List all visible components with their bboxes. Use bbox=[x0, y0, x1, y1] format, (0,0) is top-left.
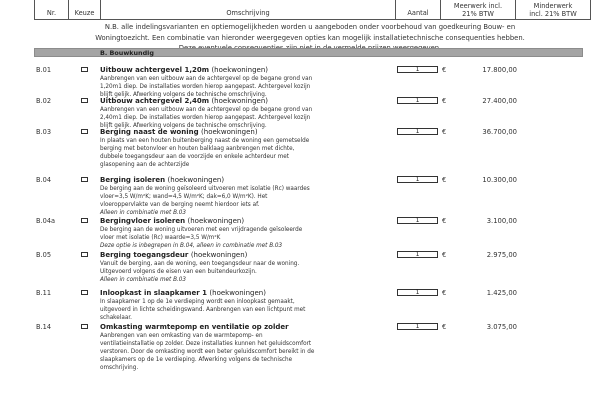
option-number: B.01 bbox=[36, 66, 52, 74]
minderwerk-line1: Minderwerk bbox=[533, 1, 573, 10]
option-description-line: De berging aan de woning geïsoleerd uitvoeren met isolatie (Rc) waardes bbox=[100, 186, 310, 192]
column-header-meerwerk bbox=[441, 0, 516, 20]
option-title-suffix: (hoekwoningen) bbox=[211, 66, 269, 74]
option-description-line: Aanbrengen van een uitbouw aan de achtergevel op de begane grond van bbox=[100, 107, 313, 113]
option-title-suffix: (hoekwoningen) bbox=[201, 128, 258, 136]
option-description bbox=[100, 217, 392, 250]
disclaimer-line: Woningtoezicht. Een combinatie van hieronder weergegeven opties kan mogelijk installatietechnische consequenties hebben. bbox=[95, 33, 525, 42]
option-description-line: ventilatieinstallatie op zolder. Deze installaties kunnen het geluidscomfort bbox=[100, 341, 312, 348]
meerwerk-price: 3.075,00 bbox=[486, 323, 517, 331]
option-description bbox=[100, 323, 392, 372]
option-title-text: Berging naast de woning bbox=[100, 128, 199, 136]
meerwerk-price: 1.425,00 bbox=[486, 289, 517, 297]
option-title-text: Uitbouw achtergevel 2,40m bbox=[100, 97, 210, 105]
option-description bbox=[100, 97, 392, 130]
option-checkbox[interactable] bbox=[81, 98, 88, 103]
option-condition-note: Deze optie is inbegrepen in B.04, alleen in combinatie met B.03 bbox=[100, 243, 283, 250]
option-description-line: berging met betonvloer en houten balklaag aanbrengen met dichte, bbox=[100, 146, 295, 153]
option-title-suffix: (hoekwoningen) bbox=[187, 217, 245, 225]
option-checkbox[interactable] bbox=[81, 218, 88, 223]
option-number: B.02 bbox=[36, 97, 52, 105]
meerwerk-price: 10.300,00 bbox=[482, 176, 517, 184]
euro-sign: € bbox=[442, 217, 447, 225]
option-description bbox=[100, 66, 392, 99]
option-title-suffix: (hoekwoningen) bbox=[209, 289, 266, 297]
disclaimer-line: N.B. alle indelingsvarianten en optiemogelijkheden worden u aangeboden onder voorbehoud van goedkeuring Bouw- en bbox=[104, 23, 516, 31]
meerwerk-price: 36.700,00 bbox=[482, 128, 517, 136]
euro-sign: € bbox=[442, 128, 447, 136]
quantity-field[interactable]: 1 bbox=[397, 251, 438, 258]
option-condition-note: Alleen in combinatie met B.03 bbox=[100, 277, 187, 284]
option-title bbox=[100, 323, 392, 332]
option-description-line: Vanuit de berging, aan de woning, een toegangsdeur naar de woning. bbox=[100, 261, 300, 267]
column-header-aantal: Aantal bbox=[396, 0, 441, 20]
option-description-line: blijft gelijk. Afwerking volgens de technische omschrijving. bbox=[100, 92, 267, 99]
option-description-line: De berging aan de woning uitvoeren met een vrijdragende geïsoleerde bbox=[100, 227, 303, 233]
option-title bbox=[100, 128, 392, 137]
option-description bbox=[100, 176, 392, 217]
option-description-line: glasopening aan de achterzijde bbox=[100, 162, 190, 169]
section-header-bouwkundig bbox=[34, 48, 583, 57]
option-number: B.03 bbox=[36, 128, 52, 136]
option-description bbox=[100, 289, 392, 322]
option-checkbox[interactable] bbox=[81, 290, 88, 295]
quantity-field[interactable]: 1 bbox=[397, 289, 438, 296]
quantity-field[interactable]: 1 bbox=[397, 66, 438, 73]
option-description-line: Aanbrengen van een uitbouw aan de achtergevel op de begane grond van bbox=[100, 76, 313, 82]
option-description-line: In plaats van een houten buitenberging naast de woning een gemetselde bbox=[100, 138, 310, 144]
option-description-line: 2,40m1 diep. De installaties worden hierop aangepast. Achtergevel kozijn bbox=[100, 115, 311, 122]
option-checkbox[interactable] bbox=[81, 324, 88, 329]
option-number: B.11 bbox=[36, 289, 52, 297]
option-description bbox=[100, 251, 392, 284]
option-description-line: vloer=3,5 W/m²K; wand=4,5 W/m²K; dak=6,0 W/m²K). Het bbox=[100, 194, 268, 201]
column-header-omschrijving: Omschrijving bbox=[101, 0, 396, 20]
column-header-keuze: Keuze bbox=[69, 0, 101, 20]
option-description-line: verstoren. Door de omkasting wordt een beter geluidscomfort bereikt in de bbox=[100, 349, 315, 356]
option-checkbox[interactable] bbox=[81, 252, 88, 257]
meerwerk-price: 3.100,00 bbox=[486, 217, 517, 225]
option-title bbox=[100, 97, 392, 106]
option-description-line: uitgevoerd in lichte scheidingswand. Aanbrengen van een lichtpunt met bbox=[100, 307, 306, 314]
option-title-text: Bergingvloer isoleren bbox=[100, 217, 186, 225]
option-title bbox=[100, 66, 392, 75]
quantity-field[interactable]: 1 bbox=[397, 217, 438, 224]
option-description-line: omschrijving. bbox=[100, 365, 139, 372]
option-description-line: In slaapkamer 1 op de 1e verdieping wordt een inloopkast gemaakt, bbox=[100, 299, 295, 305]
option-title-text: Omkasting warmtepomp en ventilatie op zolder bbox=[100, 323, 289, 331]
quantity-field[interactable]: 1 bbox=[397, 97, 438, 104]
option-description-line: 1,20m1 diep. De installaties worden hierop aangepast. Achtergevel kozijn bbox=[100, 84, 311, 91]
option-description-line: vloer met isolatie (Rc) waarde=3,5 W/m²K bbox=[100, 235, 221, 242]
option-description-line: slaapkamers op de 1e verdieping. Afwerking volgens de technische bbox=[100, 357, 293, 364]
meerwerk-line2: 21% BTW bbox=[462, 9, 494, 18]
meerwerk-line1: Meerwerk incl. bbox=[453, 1, 503, 10]
quantity-field[interactable]: 1 bbox=[397, 176, 438, 183]
option-title bbox=[100, 289, 392, 298]
option-title-text: Berging isoleren bbox=[100, 176, 166, 184]
option-checkbox[interactable] bbox=[81, 67, 88, 72]
option-title-text: Inloopkast in slaapkamer 1 bbox=[100, 289, 207, 297]
option-description bbox=[100, 128, 392, 169]
meerwerk-price: 2.975,00 bbox=[486, 251, 517, 259]
option-description-line: schakelaar. bbox=[100, 315, 132, 322]
option-checkbox[interactable] bbox=[81, 129, 88, 134]
option-title-text: Berging toegangsdeur bbox=[100, 251, 189, 259]
option-title-text: Uitbouw achtergevel 1,20m bbox=[100, 66, 210, 74]
section-title: B. Bouwkundig bbox=[100, 49, 154, 57]
option-title bbox=[100, 176, 392, 185]
euro-sign: € bbox=[442, 289, 447, 297]
quantity-field[interactable]: 1 bbox=[397, 323, 438, 330]
euro-sign: € bbox=[442, 323, 447, 331]
meerwerk-price: 27.400,00 bbox=[482, 97, 517, 105]
euro-sign: € bbox=[442, 97, 447, 105]
option-title bbox=[100, 217, 392, 226]
euro-sign: € bbox=[442, 176, 447, 184]
option-description-line: vloeroppervlakte van de berging neemt hierdoor iets af. bbox=[100, 202, 260, 209]
option-checkbox[interactable] bbox=[81, 177, 88, 182]
option-number: B.04a bbox=[36, 217, 56, 225]
column-header-table bbox=[34, 0, 591, 20]
option-description-line: Aanbrengen van een omkasting van de warmtepomp- en bbox=[100, 333, 263, 339]
quantity-field[interactable]: 1 bbox=[397, 128, 438, 135]
option-description-line: Uitgevoerd volgens de eisen van een buitendeurkozijn. bbox=[100, 269, 257, 276]
option-title bbox=[100, 251, 392, 260]
option-number: B.05 bbox=[36, 251, 52, 259]
meerwerk-price: 17.800,00 bbox=[482, 66, 517, 74]
option-title-suffix: (hoekwoningen) bbox=[211, 97, 269, 105]
euro-sign: € bbox=[442, 66, 447, 74]
column-header-nr: Nr. bbox=[35, 0, 69, 20]
minderwerk-line2: incl. 21% BTW bbox=[529, 9, 577, 18]
euro-sign: € bbox=[442, 251, 447, 259]
option-description-line: blijft gelijk. Afwerking volgens de technische omschrijving. bbox=[100, 123, 267, 130]
option-title-suffix: (hoekwoningen) bbox=[190, 251, 248, 259]
option-title-suffix: (hoekwoningen) bbox=[167, 176, 225, 184]
option-condition-note: Alleen in combinatie met B.03 bbox=[100, 210, 187, 217]
option-description-line: dubbele toegangsdeur aan de voorzijde en enkele achterdeur met bbox=[100, 154, 289, 161]
option-number: B.14 bbox=[36, 323, 52, 331]
column-header-minderwerk bbox=[516, 0, 591, 20]
option-number: B.04 bbox=[36, 176, 52, 184]
